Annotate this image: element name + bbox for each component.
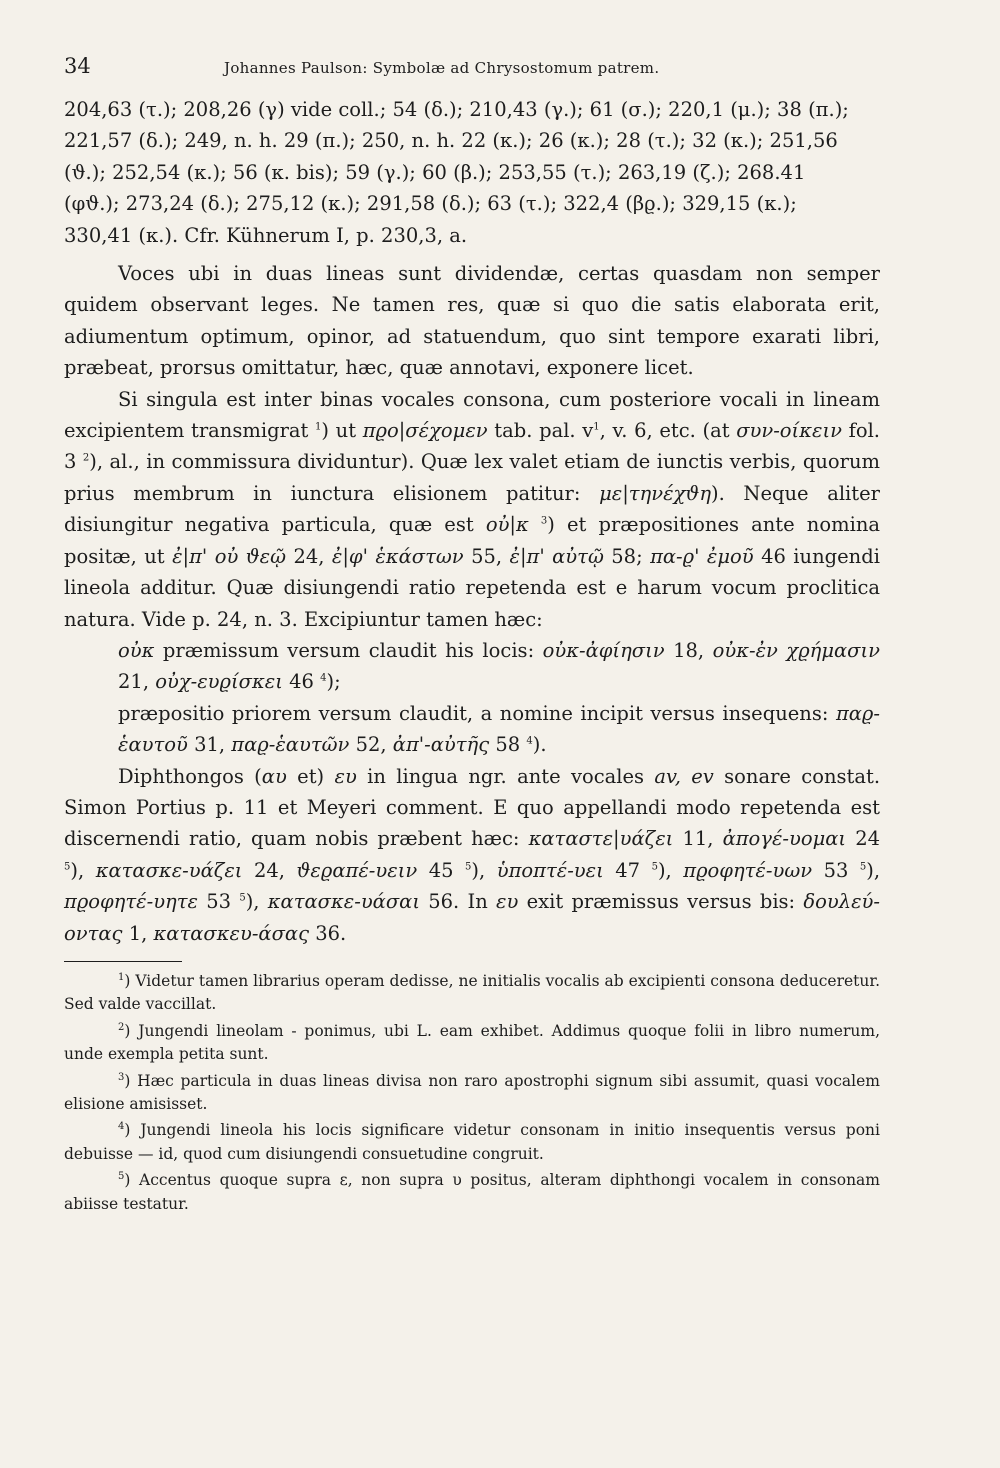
footnote-separator xyxy=(64,961,182,962)
greek-example: παϱ-ἑαυτῶν xyxy=(231,733,350,757)
greek-example: πϱοφητέ-υητε xyxy=(64,890,198,914)
paragraph-si-singula: Si singula est inter binas vocales consona, cum posteriore vocali in lineam excipientem transmigrat $^1$) ut πϱο|σέχομεν tab. pal. $v^1$, v. 6, etc. (at συν-οίκειν fol. 3 $^2$), al., in commissura dividuntur). Quæ lex valet etiam de iunctis verbis, quorum prius membrum in iunctura elisionem patitur: με|τηνέχϑη). Neque aliter disiungitur negativa particula, quæ est οὐ|κ $^3$) et præpositiones ante nomina positæ, ut ἐ|π' οὐ ϑεῷ 24, ἐ|φ' ἑκάστων 55, ἐ|π' αὐτῷ 58; πα-ϱ' ἐμοῦ 46 iungendi lineola additur. Quæ disiungendi ratio repetenda est e harum vocum proclitica natura. Vide p. 24, n. 3. Excipiuntur tamen hæc: xyxy=(64,387,881,631)
footnote-ref: 4 xyxy=(320,672,327,684)
greek-example: καταστε|υάζει xyxy=(528,827,674,851)
reference-line: (ϑ.); 252,54 (κ.); 56 (κ. bis); 59 (γ.); 60 (β.); 253,55 (τ.); 263,19 (ζ.); 268.41 xyxy=(64,160,806,184)
main-text xyxy=(64,94,880,949)
reference-line: 204,63 (τ.); 208,26 (γ) vide coll.; 54 (δ.); 210,43 (γ.); 61 (σ.); 220,1 (μ.); 38 (π.); xyxy=(64,98,849,121)
footnotes xyxy=(64,970,880,1216)
footnote: $^1$) Videtur tamen librarius operam dedisse, ne initialis vocalis ab excipienti consona deduceretur. Sed valde vaccillat. xyxy=(64,971,880,1014)
greek-example: οὐκ xyxy=(118,638,155,662)
greek-example: πϱο|σέχομεν xyxy=(362,419,488,443)
paragraph-voces: Voces ubi in duas lineas sunt dividendæ, certas quasdam non semper quidem observant leges. Ne tamen res, quæ si quo die satis elaborata erit, adiumentum optimum, opinor, ad statuendum, quo sint tempore exarati libri, præbeat, prorsus omittatur, hæc, quæ annotavi, exponere licet. xyxy=(64,262,880,380)
footnote-ref: 1 xyxy=(315,421,322,433)
footnote-ref: 4 xyxy=(526,735,533,747)
footnote-ref: 3 xyxy=(540,515,548,527)
footnote: $^4$) Jungendi lineola his locis significare videtur consonam in initio insequentis versus poni debuisse — id, quod cum disiungendi consuetudine congruit. xyxy=(64,1121,880,1163)
greek-example: κατασκε-υάζει xyxy=(95,858,243,882)
greek-example: ϑεϱαπέ-υειν xyxy=(296,858,418,882)
greek-example: ἀπογέ-υομαι xyxy=(722,827,847,851)
reference-list xyxy=(64,94,880,251)
greek-example: ἐ|φ' ἑκάστων xyxy=(331,544,464,568)
greek-example: ἐ|π' οὐ ϑεῷ xyxy=(172,544,287,568)
greek-example: οὐχ-ευϱίσκει xyxy=(155,670,283,694)
greek-example: ἀπ'-αὐτῆς xyxy=(392,733,490,757)
greek-example: ὑποπτέ-υει xyxy=(496,858,604,882)
greek-example: δουλεύ-οντας xyxy=(64,890,880,945)
greek-example: πϱοφητέ-υων xyxy=(683,858,813,882)
greek-example: κατασκε-υάσαι xyxy=(267,890,420,914)
greek-example: πα-ϱ' ἐμοῦ xyxy=(650,544,754,568)
paragraph-ouk: οὐκ præmissum versum claudit his locis: οὐκ-ἀφίησιν 18, οὐκ-ἐν χϱήμασιν 21, οὐχ-ευϱίσκει 46 $^4$); xyxy=(118,638,880,694)
running-title: Johannes Paulson: Symbolæ ad Chrysostomum patrem. xyxy=(224,59,660,77)
footnote: $^3$) Hæc particula in duas lineas divisa non raro apostrophi signum sibi assumit, quasi vocalem elisione amisisset. xyxy=(64,1071,880,1113)
reference-line: (φϑ.); 273,24 (δ.); 275,12 (κ.); 291,58 (δ.); 63 (τ.); 322,4 (βϱ.); 329,15 (κ.); xyxy=(64,192,797,216)
greek-example: παϱ- ἑαυτοῦ xyxy=(118,701,880,757)
greek-example: οὐκ-ἐν χϱήμασιν xyxy=(712,638,880,662)
footnote: $^5$) Accentus quoque supra ε, non supra υ positus, alteram diphthongi vocalem in consonam abiisse testatur. xyxy=(64,1171,880,1213)
greek-example: οὐκ-ἀφίησιν xyxy=(542,638,665,662)
greek-example: οὐ|κ xyxy=(485,513,529,537)
reference-line: 221,57 (δ.); 249, n. h. 29 (π.); 250, n. h. 22 (κ.); 26 (κ.); 28 (τ.); 32 (κ.); 251,56 xyxy=(64,129,838,153)
page-number: 34 xyxy=(64,54,91,78)
paragraph-diphthongos: Diphthongos (αυ et) ευ in lingua ngr. ante vocales av, ev sonare constat. Simon Portius p. 11 et Meyeri comment. E quo appellandi modo repetenda est discernendi ratio, quam nobis præbent hæc: καταστε|υάζει 11, ἀπογέ-υομαι 24 $^5$), κατασκε-υάζει 24, ϑεϱαπέ-υειν 45 $^5$), ὑποπτέ-υει 47 $^5$), πϱοφητέ-υων 53 $^5$), πϱοφητέ-υητε 53 $^5$), κατασκε-υάσαι 56. In ευ exit præmissus versus bis: δουλεύ-οντας 1, κατασκευ-άσας 36. xyxy=(64,764,881,945)
greek-example: με|τηνέχϑη xyxy=(599,481,711,505)
greek-example: συν-οίκειν xyxy=(736,419,842,443)
running-head xyxy=(64,54,880,94)
footnote-ref: 2 xyxy=(82,452,90,464)
footnote: $^2$) Jungendi lineolam - ponimus, ubi L. eam exhibet. Addimus quoque folii in libro numerum, unde exempla petita sunt. xyxy=(64,1021,880,1064)
paragraph-praepositio: præpositio priorem versum claudit, a nomine incipit versus insequens: παϱ- ἑαυτοῦ 31, παϱ-ἑαυτῶν 52, ἀπ'-αὐτῆς 58 $^4$). xyxy=(118,701,880,757)
greek-example: ἐ|π' αὐτῷ xyxy=(509,544,604,568)
reference-line: 330,41 (κ.). Cfr. Kühnerum I, p. 230,3, a. xyxy=(64,223,468,247)
greek-example: κατασκευ-άσας xyxy=(153,921,309,945)
